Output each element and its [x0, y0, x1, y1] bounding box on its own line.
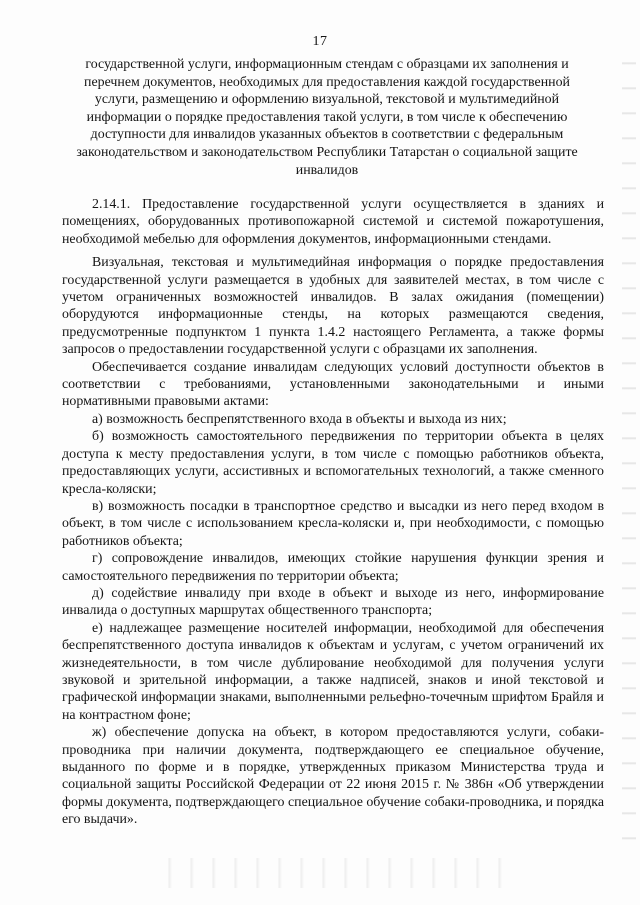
heading-line: услуги, размещению и оформлению визуальной, текстовой и мультимедийной	[94, 92, 560, 108]
body-text	[62, 196, 604, 829]
heading-line: государственной услуги, информационным стендам с образцами их заполнения и	[85, 57, 569, 72]
heading-line: инвалидов	[295, 162, 359, 178]
page-number: 17	[312, 34, 328, 49]
list-item-a: а) возможность беспрепятственного входа в объекты и выхода из них;	[92, 411, 507, 427]
list-item-v: в) возможность посадки в транспортное средство и высадки из него перед входом в объект, в том числе с использованием кресла-коляски и, при необходимости, с помощью работников объекта;	[62, 498, 604, 549]
heading-line: перечнем документов, необходимых для предоставления каждой государственной	[84, 74, 570, 90]
list-item-g: г) сопровождение инвалидов, имеющих стойкие нарушения функции зрения и самостоятельного передвижения по территории объекта;	[62, 551, 604, 584]
list-item-e: е) надлежащее размещение носителей информации, необходимой для обеспечения беспрепятственного доступа инвалидов к объектам и услугам, с учетом ограничений их жизнедеятельности, в том числе дублирование необходимой для получения услуги звуковой и зрительной информации, а также надписей, знаков и иной текстовой и графической информации знаками, выполненными рельефно-точечным шрифтом Брайля и на контрастном фоне;	[62, 620, 604, 723]
list-item-b: б) возможность самостоятельного передвижения по территории объекта в целях доступа к месту предоставления услуги, в том числе с помощью работников объекта, предоставляющих услуги, ассистивных и вспомогательных технологий, а также сменного кресла-коляски;	[62, 429, 604, 497]
list-item-d: д) содействие инвалиду при входе в объект и выходе из него, информирование инвалида о доступных маршрутах общественного транспорта;	[62, 585, 604, 619]
heading-line: законодательством и законодательством Республики Татарстан о социальной защите	[76, 144, 578, 160]
heading-line: информации о порядке предоставления такой услуги, в том числе к обеспечению	[86, 109, 568, 125]
section-heading	[62, 56, 592, 179]
paragraph-2-14-1: 2.14.1. Предоставление государственной услуги осуществляется в зданиях и помещениях, оборудованных противопожарной системой и системой пожаротушения, необходимой мебелью для оформления документов, информационными стендами.	[62, 197, 604, 247]
paragraph-accessibility-intro: Обеспечивается создание инвалидам следующих условий доступности объектов в соответствии с требованиями, установленными законодательными и иными нормативными правовыми актами:	[62, 359, 604, 410]
scan-artifact-bottom	[150, 858, 510, 888]
paragraph-info-placement: Визуальная, текстовая и мультимедийная информация о порядке предоставления государственной услуги размещается в удобных для заявителей местах, в том числе с учетом ограниченных возможностей инвалидов. В залах ожидания (помещении) оборудуются информационные стенды, на которых размещаются сведения, предусмотренные подпунктом 1 пункта 1.4.2 настоящего Регламента, а также формы запросов о предоставлении государственной услуги с образцами их заполнения.	[62, 255, 604, 358]
heading-line: доступности для инвалидов указанных объектов в соответствии с федеральным	[90, 127, 564, 143]
scan-artifact-edge	[622, 40, 636, 860]
list-item-zh: ж) обеспечение допуска на объект, в котором предоставляются услуги, собаки-проводника при наличии документа, подтверждающего ее специальное обучение, выданного по форме и в порядке, утвержденных приказом Министерства труда и социальной защиты Российской Федерации от 22 июня 2015 г. № 386н «Об утверждении формы документа, подтверждающего специальное обучение собаки-проводника, и порядка его выдачи».	[62, 725, 604, 828]
